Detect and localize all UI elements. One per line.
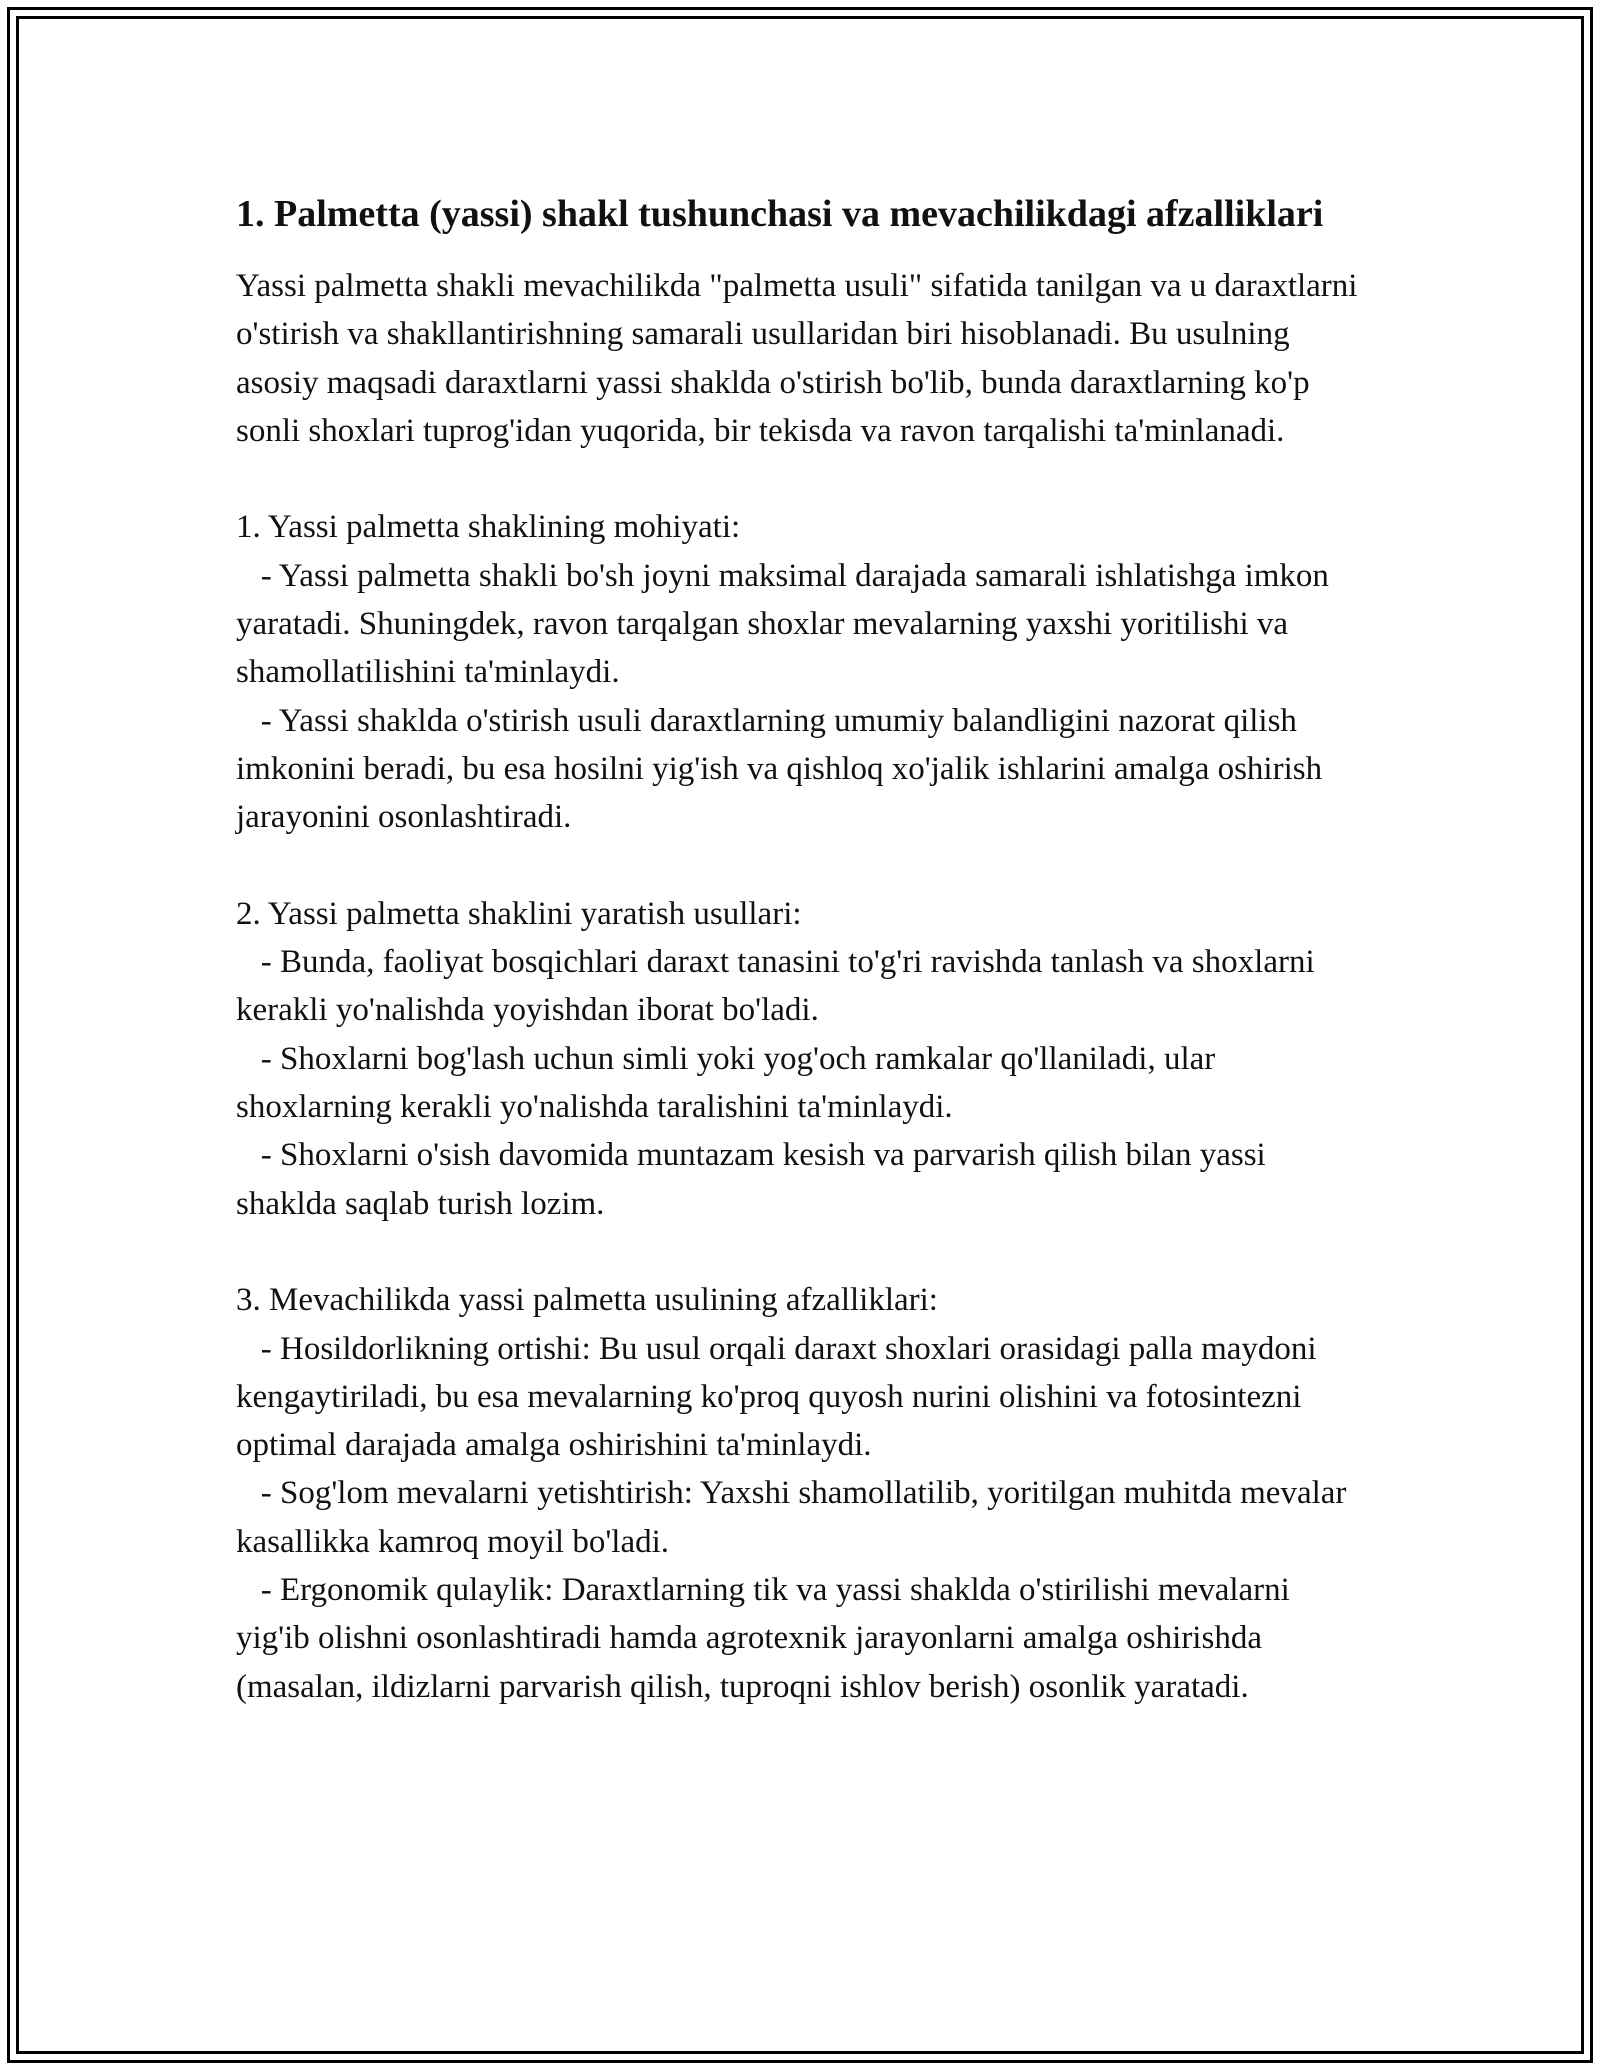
section-title: 3. Mevachilikda yassi palmetta usulining afzalliklari: (236, 1282, 938, 1319)
bullet-marker: - (236, 1137, 280, 1174)
bullet-marker: - (236, 944, 280, 981)
document-heading: 1. Palmetta (yassi) shakl tushunchasi va mevachilikdagi afzalliklari (236, 193, 1324, 235)
section-methods (236, 890, 1366, 1228)
list-item-text: Ergonomik qulaylik: Daraxtlarning tik va yassi shaklda o'stirilishi mevalarni yig'ib olishni osonlashtiradi hamda agrotexnik jarayonlarni amalga oshirishda (masalan, ildizlarni parvarish qilish, tuproqni ishlov berish) osonlik yaratadi. (236, 1572, 1290, 1705)
list-item-text: Sog'lom mevalarni yetishtirish: Yaxshi shamollatilib, yoritilgan muhitda mevalar kasallikka kamroq moyil bo'ladi. (236, 1475, 1347, 1560)
section-title: 1. Yassi palmetta shaklining mohiyati: (236, 509, 741, 546)
section-essence (236, 503, 1366, 841)
list-item (236, 1325, 1366, 1470)
list-item (236, 697, 1366, 842)
list-item-text: Shoxlarni o'sish davomida muntazam kesish va parvarish qilish bilan yassi shaklda saqlab turish lozim. (236, 1137, 1266, 1222)
document-body (236, 188, 1366, 1711)
list-item (236, 1035, 1366, 1132)
bullet-marker: - (236, 557, 279, 594)
section-title: 2. Yassi palmetta shaklini yaratish usullari: (236, 895, 802, 932)
list-item (236, 1566, 1366, 1711)
bullet-marker: - (236, 702, 279, 739)
bullet-marker: - (236, 1330, 280, 1367)
bullet-marker: - (236, 1572, 280, 1609)
list-item-text: Yassi palmetta shakli bo'sh joyni maksimal darajada samarali ishlatishga imkon yaratadi. Shuningdek, ravon tarqalgan shoxlar mevalarning yaxshi yoritilishi va shamollatilishini ta'minlaydi. (236, 557, 1329, 691)
list-item-text: Yassi shaklda o'stirish usuli daraxtlarning umumiy balandligini nazorat qilish imkonini beradi, bu esa hosilni yig'ish va qishloq xo'jalik ishlarini amalga oshirish jarayonini osonlashtiradi. (236, 702, 1323, 836)
bullet-marker: - (236, 1040, 280, 1077)
list-item-text: Hosildorlikning ortishi: Bu usul orqali daraxt shoxlari orasidagi palla maydoni kengaytiriladi, bu esa mevalarning ko'proq quyosh nurini olishini va fotosintezni optimal darajada amalga oshirishini ta'minlaydi. (236, 1330, 1317, 1464)
list-item (236, 938, 1366, 1035)
list-item-text: Shoxlarni bog'lash uchun simli yoki yog'och ramkalar qo'llaniladi, ular shoxlarning kerakli yo'nalishda taralishini ta'minlaydi. (236, 1040, 1216, 1126)
list-item-text: Bunda, faoliyat bosqichlari daraxt tanasini to'g'ri ravishda tanlash va shoxlarni kerakli yo'nalishda yoyishdan iborat bo'ladi. (236, 944, 1315, 1029)
bullet-marker: - (236, 1475, 280, 1512)
list-item (236, 1131, 1366, 1228)
list-item (236, 552, 1366, 697)
list-item (236, 1469, 1366, 1566)
intro-paragraph: Yassi palmetta shakli mevachilikda "palmetta usuli" sifatida tanilgan va u daraxtlarni o'stirish va shakllantirishning samarali usullaridan biri hisoblanadi. Bu usulning asosiy maqsadi daraxtlarni yassi shaklda o'stirish bo'lib, bunda daraxtlarning ko'p sonli shoxlari tuprog'idan yuqorida, bir tekisda va ravon tarqalishi ta'minlanadi. (236, 268, 1358, 449)
section-advantages (236, 1276, 1366, 1711)
